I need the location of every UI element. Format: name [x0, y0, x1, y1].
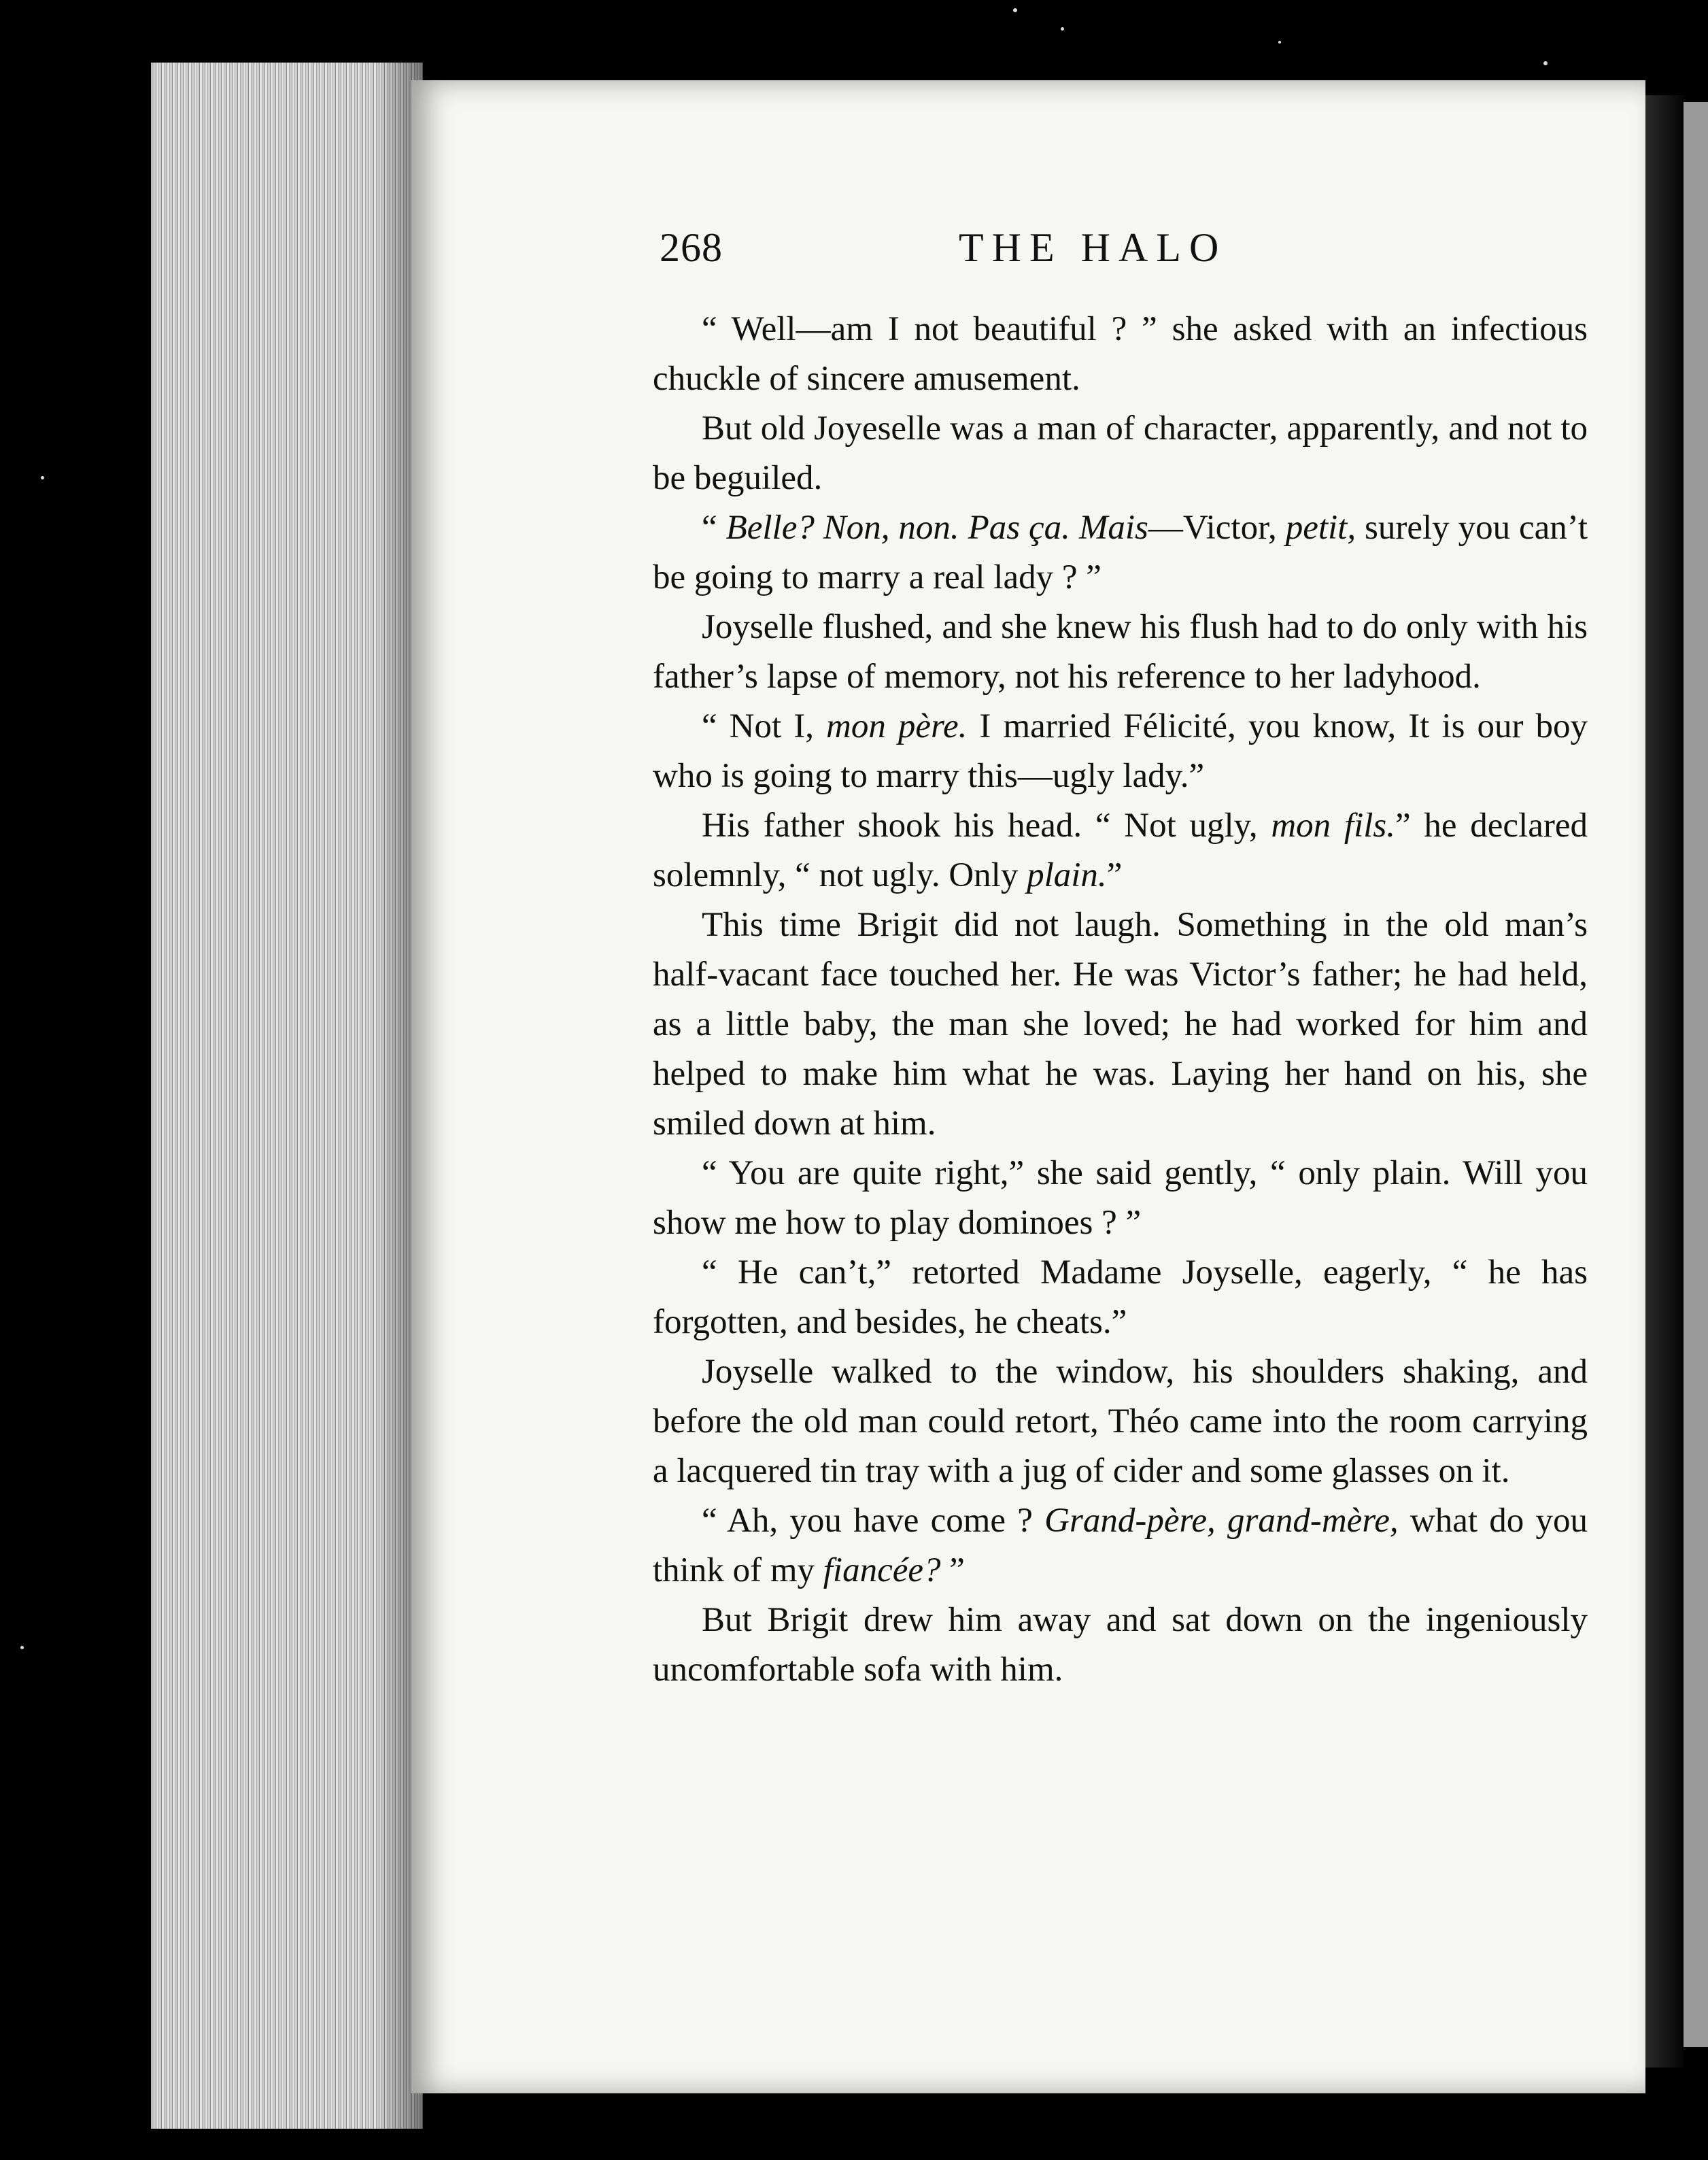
italic-text: Grand-père, grand-mère,: [1044, 1502, 1399, 1540]
text-run: ”: [940, 1551, 965, 1589]
text-run: ” he declared solemnly, “ not ugly. Only: [653, 807, 1588, 894]
text-run: surely you can’t be going to marry a real lady ? ”: [653, 509, 1588, 596]
text-run: “ Not I,: [702, 707, 827, 745]
text-run: Joyselle walked to the window, his shoulders shaking, and before the old man could retort, Théo came into the room carrying a lacquered tin tray with a jug of cider and some glasses on it.: [653, 1353, 1588, 1490]
italic-text: petit,: [1285, 509, 1356, 547]
paragraph: [653, 404, 1588, 503]
page-number: 268: [660, 225, 723, 270]
text-run: what do you think of my: [653, 1502, 1588, 1589]
dust-speck: [1013, 8, 1017, 12]
paragraph: [653, 603, 1588, 702]
dust-speck: [1278, 41, 1281, 44]
paragraph: [653, 1596, 1588, 1695]
body-text: [653, 305, 1588, 1695]
text-run: But Brigit drew him away and sat down on the ingeniously uncomfortable sofa with him.: [653, 1601, 1588, 1689]
paragraph: [653, 702, 1588, 801]
paragraph: [653, 801, 1588, 900]
paragraph: [653, 1149, 1588, 1248]
dust-speck: [1061, 27, 1064, 31]
dust-speck: [1543, 61, 1548, 65]
dust-speck: [20, 1646, 24, 1649]
text-run: “ You are quite right,” she said gently, “ only plain. Will you show me how to play dominoes ? ”: [653, 1154, 1588, 1242]
text-run: His father shook his head. “ Not ugly,: [702, 807, 1271, 845]
paragraph: [653, 305, 1588, 404]
italic-text: plain.: [1027, 856, 1107, 894]
text-run: I married Félicité, you know, It is our boy who is going to marry this—ugly lady.”: [653, 707, 1588, 795]
text-run: “ He can’t,” retorted Madame Joyselle, eagerly, “ he has forgotten, and besides, he cheats.”: [653, 1253, 1588, 1341]
page-edges: [151, 63, 423, 2129]
paragraph: [653, 1347, 1588, 1496]
paragraph: [653, 1248, 1588, 1347]
text-run: “ Well—am I not beautiful ? ” she asked with an infectious chuckle of sincere amusement.: [653, 310, 1588, 398]
text-run: This time Brigit did not laugh. Something in the old man’s half-vacant face touched her. He was Victor’s father; he had held, as a little baby, the man she loved; he had worked for him and helped to make him what he was. Laying her hand on his, she smiled down at him.: [653, 906, 1588, 1143]
paragraph: [653, 900, 1588, 1149]
text-run: Joyselle flushed, and she knew his flush had to do only with his father’s lapse of memory, not his reference to her ladyhood.: [653, 608, 1588, 696]
facing-page-edge: [1684, 102, 1708, 2047]
running-header: [660, 224, 1598, 279]
text-run: ”: [1106, 856, 1123, 894]
italic-text: mon fils.: [1271, 807, 1396, 845]
text-run: “ Ah, you have come ?: [702, 1502, 1045, 1540]
italic-text: fiancée?: [823, 1551, 941, 1589]
dust-speck: [41, 476, 44, 479]
text-run: —Victor,: [1148, 509, 1286, 547]
paragraph: [653, 503, 1588, 603]
gutter-shadow: [1645, 95, 1684, 2068]
italic-text: mon père.: [826, 707, 968, 745]
text-run: “: [702, 509, 726, 547]
paragraph: [653, 1496, 1588, 1596]
running-title: THE HALO: [959, 225, 1227, 270]
italic-text: Belle? Non, non. Pas ça. Mais: [725, 509, 1148, 547]
text-run: But old Joyeselle was a man of character, apparently, and not to be beguiled.: [653, 409, 1588, 497]
